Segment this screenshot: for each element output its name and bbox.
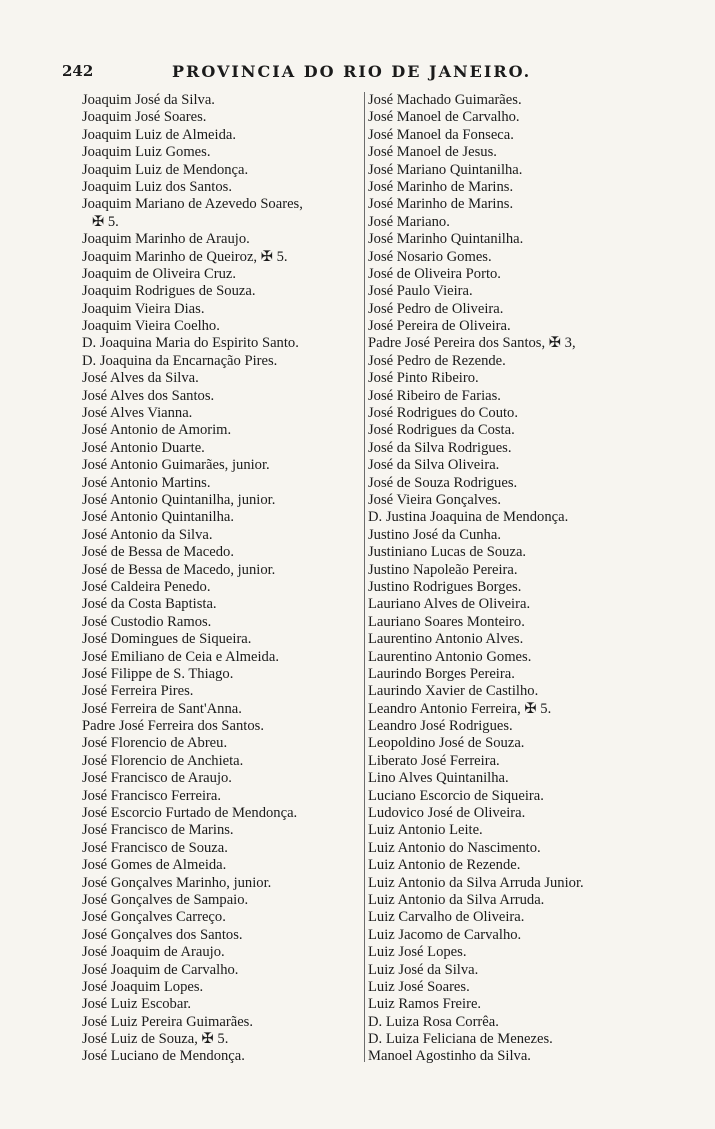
name-entry: José Antonio de Amorim.: [82, 422, 232, 439]
name-entry: Laurindo Xavier de Castilho.: [368, 683, 539, 700]
name-entry: José Florencio de Abreu.: [82, 735, 228, 752]
name-entry: Joaquim José da Silva.: [82, 92, 215, 108]
name-entry: José Ferreira de Sant'Anna.: [82, 700, 242, 717]
name-entry: José Machado Guimarães.: [368, 92, 522, 108]
name-entry: José Luiz Pereira Guimarães.: [82, 1013, 254, 1030]
name-entry: Joaquim José Soares.: [82, 109, 207, 126]
name-entry: Lauriano Alves de Oliveira.: [368, 596, 531, 613]
name-entry: José Antonio Guimarães, junior.: [82, 457, 270, 474]
name-entry: Luiz Antonio do Nascimento.: [368, 839, 541, 856]
name-entry: José Ferreira Pires.: [82, 683, 194, 700]
name-entry: José Francisco de Souza.: [82, 839, 228, 856]
name-entry: José da Silva Rodrigues.: [368, 439, 512, 456]
name-entry: José Joaquim de Araujo.: [82, 944, 225, 961]
name-entry: D. Joaquina Maria do Espirito Santo.: [82, 335, 299, 352]
name-entry: José Ribeiro de Farias.: [368, 387, 501, 404]
name-entry: José de Bessa de Macedo.: [82, 544, 234, 561]
name-entry: D. Luiza Feliciana de Menezes.: [368, 1031, 553, 1048]
name-entry: Joaquim Marinho de Araujo.: [82, 231, 250, 248]
right-name-column: [368, 92, 668, 1066]
name-entry: José Antonio Quintanilha.: [82, 509, 235, 526]
name-entry: Joaquim Rodrigues de Souza.: [82, 283, 256, 300]
name-entry: José da Costa Baptista.: [82, 596, 217, 613]
name-entry: José de Oliveira Porto.: [368, 265, 501, 282]
name-entry: Luiz Antonio da Silva Arruda.: [368, 891, 545, 908]
page-number: 242: [62, 62, 94, 80]
name-entry: D. Justina Joaquina de Mendonça.: [368, 509, 569, 526]
name-entry: José da Silva Oliveira.: [368, 457, 500, 474]
name-entry: José Luiz Escobar.: [82, 996, 192, 1013]
name-entry: Luiz Ramos Freire.: [368, 996, 482, 1013]
name-entry: José Marinho de Marins.: [368, 178, 514, 195]
name-entry: José Gonçalves Carreço.: [82, 909, 226, 926]
name-entry: Joaquim Marinho de Queiroz, ✠ 5.: [82, 248, 288, 265]
name-entry: José Florencio de Anchieta.: [82, 752, 244, 769]
name-entry: José Paulo Vieira.: [368, 283, 473, 300]
name-entry: Lino Alves Quintanilha.: [368, 770, 509, 787]
name-entry: José Antonio Martins.: [82, 474, 211, 491]
name-entry: Manoel Agostinho da Silva.: [368, 1048, 531, 1065]
name-entry: José Rodrigues da Costa.: [368, 422, 515, 439]
name-entry: D. Luiza Rosa Corrêa.: [368, 1013, 499, 1030]
name-entry: Luiz Antonio Leite.: [368, 822, 483, 839]
name-entry: Justino José da Cunha.: [368, 526, 501, 543]
name-entry: Joaquim Luiz Gomes.: [82, 144, 211, 161]
name-entry: Joaquim Vieira Coelho.: [82, 318, 220, 335]
name-entry: José Emiliano de Ceia e Almeida.: [82, 648, 279, 665]
name-entry: José Luiz de Souza, ✠ 5.: [82, 1031, 229, 1048]
name-entry: José Francisco Ferreira.: [82, 787, 221, 804]
name-entry: Luiz Antonio da Silva Arruda Junior.: [368, 874, 584, 891]
name-entry: Luiz José da Silva.: [368, 961, 479, 978]
name-entry: José Gonçalves dos Santos.: [82, 926, 243, 943]
name-entry: Luiz Carvalho de Oliveira.: [368, 909, 525, 926]
name-entry: José Filippe de S. Thiago.: [82, 665, 234, 682]
name-entry: José Luciano de Mendonça.: [82, 1048, 245, 1065]
name-entry: Padre José Pereira dos Santos, ✠ 3,: [368, 335, 576, 352]
name-entry: Leandro Antonio Ferreira, ✠ 5.: [368, 700, 552, 717]
running-title: PROVINCIA DO RIO DE JANEIRO.: [172, 62, 532, 81]
name-entry: Joaquim Luiz dos Santos.: [82, 178, 232, 195]
name-entry: Justino Napoleão Pereira.: [368, 561, 518, 578]
name-entry: Joaquim Luiz de Mendonça.: [82, 161, 249, 178]
name-entry: Leandro José Rodrigues.: [368, 718, 513, 735]
name-entry: José Marinho de Marins.: [368, 196, 514, 213]
name-entry: José Mariano.: [368, 213, 450, 230]
name-entry: Padre José Ferreira dos Santos.: [82, 718, 264, 735]
name-entry: Luiz Antonio de Rezende.: [368, 857, 521, 874]
name-entry: José Antonio Duarte.: [82, 439, 205, 456]
name-entry: Luciano Escorcio de Siqueira.: [368, 787, 544, 804]
name-entry: Laurentino Antonio Alves.: [368, 631, 524, 648]
name-entry: José Custodio Ramos.: [82, 613, 212, 630]
name-entry: José Pereira de Oliveira.: [368, 318, 511, 335]
page-header: [62, 62, 662, 84]
name-entry: José Rodrigues do Couto.: [368, 405, 518, 422]
name-entry: José Alves dos Santos.: [82, 387, 215, 404]
name-entry: José Francisco de Marins.: [82, 822, 234, 839]
name-entry: Luiz José Soares.: [368, 978, 470, 995]
name-entry: ✠ 5.: [92, 213, 119, 230]
name-entry: Lauriano Soares Monteiro.: [368, 613, 525, 630]
name-entry: José de Bessa de Macedo, junior.: [82, 561, 276, 578]
name-entry: Justino Rodrigues Borges.: [368, 578, 522, 595]
name-entry: Joaquim Luiz de Almeida.: [82, 126, 237, 143]
name-entry: Laurindo Borges Pereira.: [368, 665, 515, 682]
name-entry: Liberato José Ferreira.: [368, 752, 500, 769]
name-entry: José Joaquim de Carvalho.: [82, 961, 239, 978]
name-entry: José de Souza Rodrigues.: [368, 474, 518, 491]
name-entry: José Manoel de Jesus.: [368, 144, 497, 161]
name-entry: Joaquim de Oliveira Cruz.: [82, 265, 237, 282]
name-entry: Luiz Jacomo de Carvalho.: [368, 926, 522, 943]
name-entry: Leopoldino José de Souza.: [368, 735, 525, 752]
name-entry: José Alves da Silva.: [82, 370, 199, 387]
name-entry: José Antonio Quintanilha, junior.: [82, 491, 276, 508]
name-entry: Justiniano Lucas de Souza.: [368, 544, 527, 561]
name-entry: José Pinto Ribeiro.: [368, 370, 479, 387]
name-entry: Laurentino Antonio Gomes.: [368, 648, 532, 665]
name-entry: José Domingues de Siqueira.: [82, 631, 252, 648]
name-entry: José Antonio da Silva.: [82, 526, 213, 543]
name-entry: José Pedro de Oliveira.: [368, 300, 504, 317]
name-entry: José Escorcio Furtado de Mendonça.: [82, 805, 298, 822]
name-entry: José Nosario Gomes.: [368, 248, 492, 265]
left-name-column: [82, 92, 364, 1066]
name-entry: Joaquim Vieira Dias.: [82, 300, 205, 317]
column-divider: [364, 92, 365, 1062]
name-entry: José Vieira Gonçalves.: [368, 491, 501, 508]
name-entry: José Joaquim Lopes.: [82, 978, 204, 995]
name-entry: José Manoel da Fonseca.: [368, 126, 514, 143]
name-entry: José Mariano Quintanilha.: [368, 161, 523, 178]
name-entry: Luiz José Lopes.: [368, 944, 467, 961]
name-entry: José Gomes de Almeida.: [82, 857, 227, 874]
name-entry: Ludovico José de Oliveira.: [368, 805, 526, 822]
name-entry: José Gonçalves de Sampaio.: [82, 891, 249, 908]
name-entry: José Pedro de Rezende.: [368, 352, 506, 369]
name-entry: José Manoel de Carvalho.: [368, 109, 520, 126]
name-entry: Joaquim Mariano de Azevedo Soares,: [82, 196, 303, 213]
name-entry: José Caldeira Penedo.: [82, 578, 211, 595]
name-entry: José Gonçalves Marinho, junior.: [82, 874, 272, 891]
name-entry: José Marinho Quintanilha.: [368, 231, 524, 248]
name-entry: José Francisco de Araujo.: [82, 770, 232, 787]
name-entry: D. Joaquina da Encarnação Pires.: [82, 352, 278, 369]
name-entry: José Alves Vianna.: [82, 405, 193, 422]
